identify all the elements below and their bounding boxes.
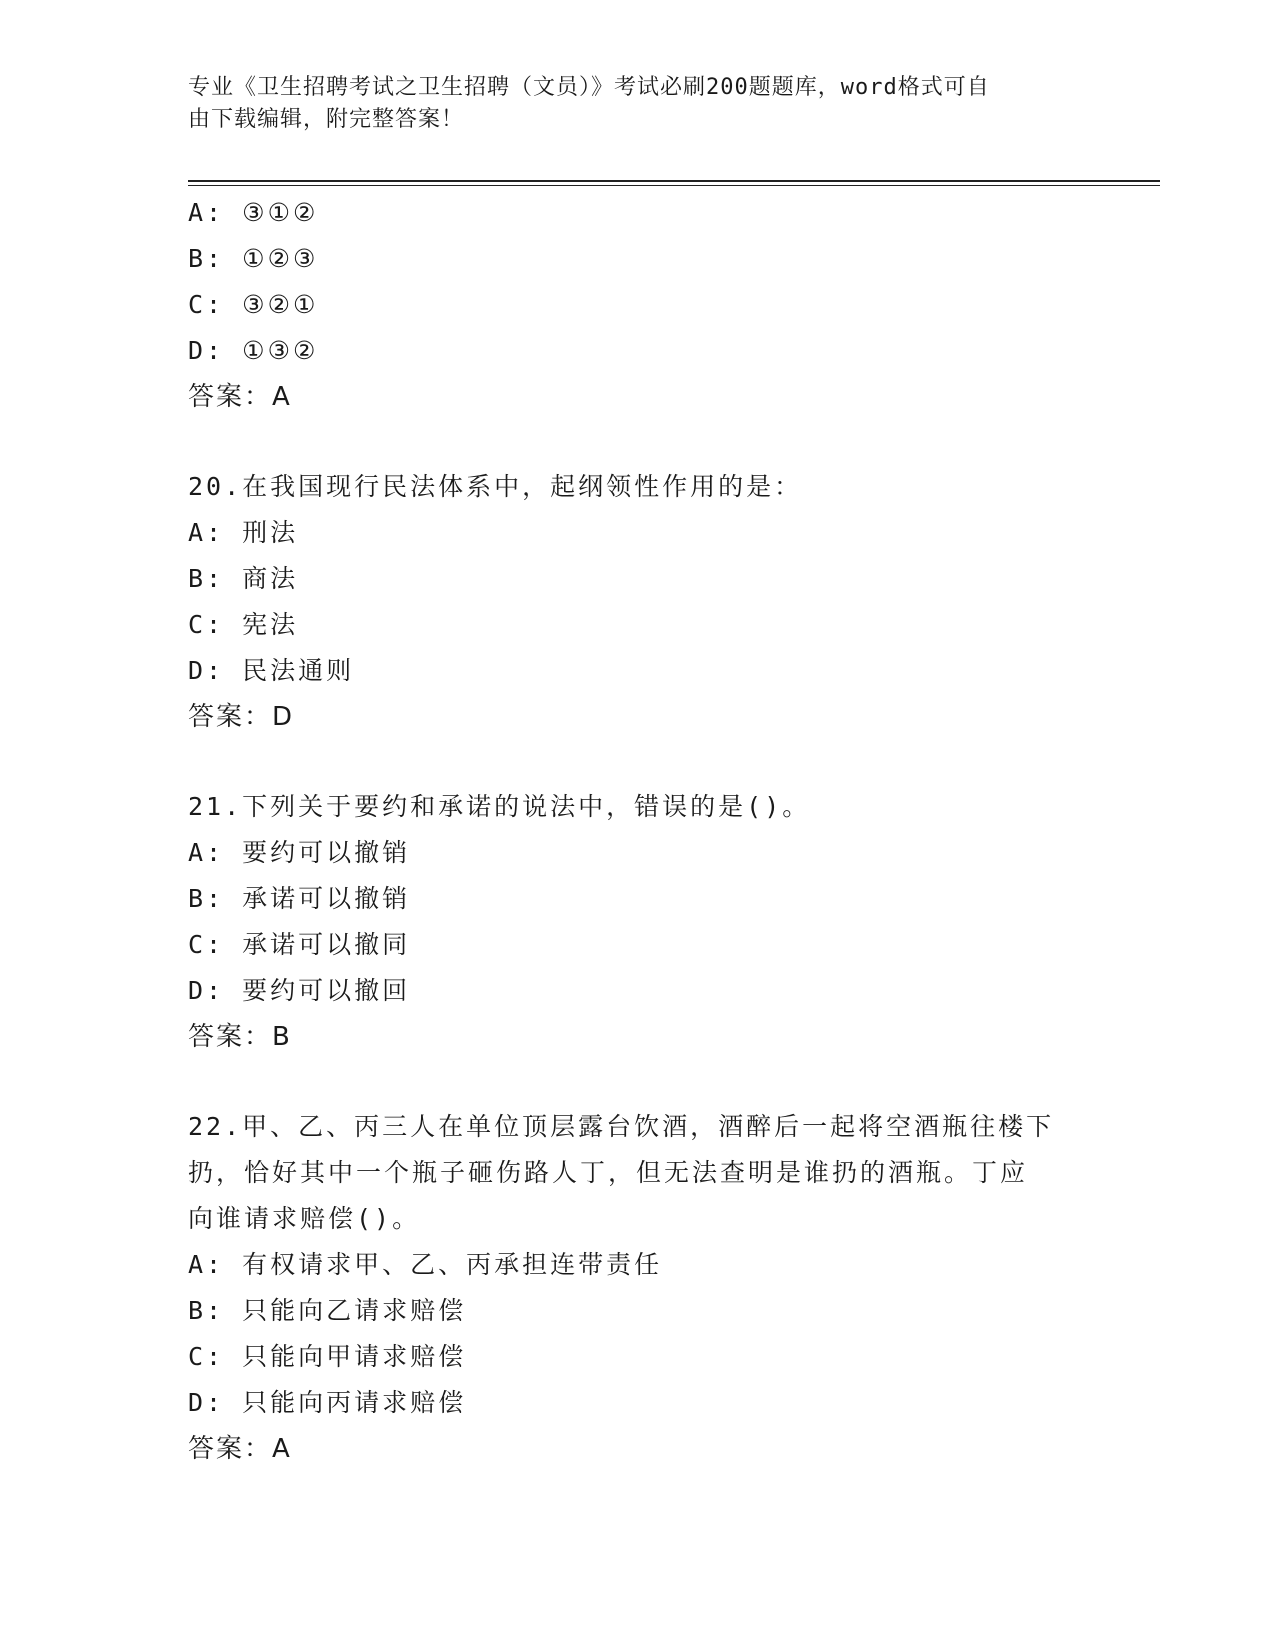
question-22 bbox=[188, 1104, 1088, 1472]
question-stem-line-2: 扔，恰好其中一个瓶子砸伤路人丁，但无法查明是谁扔的酒瓶。丁应 bbox=[188, 1158, 1029, 1187]
question-21 bbox=[188, 784, 1088, 1060]
option-d: D: 只能向丙请求赔偿 bbox=[188, 1388, 467, 1417]
question-stem-line-3: 向谁请求赔偿()。 bbox=[188, 1204, 421, 1233]
question-stem-line-1: 22.甲、乙、丙三人在单位顶层露台饮酒，酒醉后一起将空酒瓶往楼下 bbox=[188, 1112, 1055, 1141]
header-divider-thin bbox=[188, 185, 1160, 186]
header-divider-thick bbox=[188, 180, 1160, 182]
question-stem: 21.下列关于要约和承诺的说法中，错误的是()。 bbox=[188, 792, 811, 821]
option-b: B: ①②③ bbox=[188, 244, 319, 273]
option-a: A: 有权请求甲、乙、丙承担连带责任 bbox=[188, 1250, 663, 1279]
option-b: B: 承诺可以撤销 bbox=[188, 884, 411, 913]
header-line-2: 由下载编辑，附完整答案！ bbox=[188, 107, 465, 132]
option-d: D: 民法通则 bbox=[188, 656, 355, 685]
option-c: C: ③②① bbox=[188, 290, 319, 319]
option-b: B: 商法 bbox=[188, 564, 299, 593]
answer-line: 答案：A bbox=[188, 382, 292, 412]
option-b: B: 只能向乙请求赔偿 bbox=[188, 1296, 467, 1325]
option-c: C: 宪法 bbox=[188, 610, 299, 639]
question-20 bbox=[188, 464, 1088, 740]
option-a: A: 刑法 bbox=[188, 518, 299, 547]
option-a: A: ③①② bbox=[188, 198, 319, 227]
option-d: D: ①③② bbox=[188, 336, 319, 365]
option-c: C: 承诺可以撤同 bbox=[188, 930, 411, 959]
answer-line: 答案：D bbox=[188, 702, 295, 732]
answer-line: 答案：B bbox=[188, 1022, 292, 1052]
option-d: D: 要约可以撤回 bbox=[188, 976, 411, 1005]
document-header bbox=[188, 72, 1088, 136]
question-stem: 20.在我国现行民法体系中，起纲领性作用的是： bbox=[188, 472, 803, 501]
question-19-continued bbox=[188, 190, 1088, 420]
question-list bbox=[188, 190, 1088, 1516]
header-line-1: 专业《卫生招聘考试之卫生招聘（文员）》考试必刷200题题库，word格式可自 bbox=[188, 75, 990, 100]
option-a: A: 要约可以撤销 bbox=[188, 838, 411, 867]
option-c: C: 只能向甲请求赔偿 bbox=[188, 1342, 467, 1371]
answer-line: 答案：A bbox=[188, 1434, 292, 1464]
